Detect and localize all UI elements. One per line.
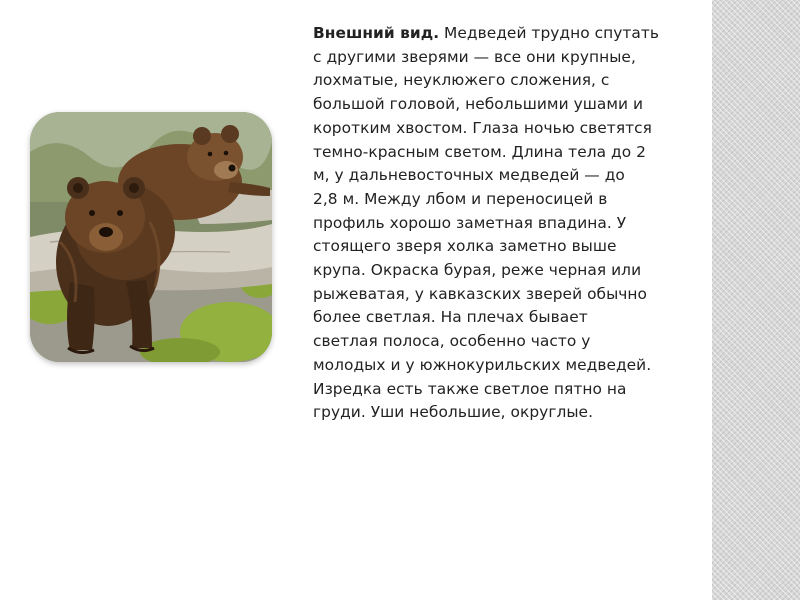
paragraph-line: Медведей трудно спутать <box>439 24 660 42</box>
bear-cubs-image <box>30 112 272 362</box>
paragraph-line: лохматые, неуклюжего сложения, с <box>313 71 610 90</box>
paragraph-line: коротким хвостом. Глаза ночью светятся <box>313 118 652 137</box>
paragraph-line: крупа. Окраска бурая, реже черная или <box>313 261 642 280</box>
decorative-side-band <box>712 0 800 600</box>
paragraph-line: темно-красным светом. Длина тела до 2 <box>313 142 646 161</box>
description-paragraph <box>313 22 705 425</box>
bear-cubs-photo <box>30 112 272 362</box>
paragraph-line: груди. Уши небольшие, округлые. <box>313 403 594 422</box>
paragraph-line: рыжеватая, у кавказских зверей обычно <box>313 284 648 303</box>
paragraph-line: м, у дальневосточных медведей — до <box>313 166 625 185</box>
paragraph-line: 2,8 м. Между лбом и переносицей в <box>313 189 608 208</box>
paragraph-line: более светлая. На плечах бывает <box>313 308 588 327</box>
paragraph-line: молодых и у южнокурильских медведей. <box>313 355 652 374</box>
paragraph-line: светлая полоса, особенно часто у <box>313 332 591 351</box>
paragraph-line: профиль хорошо заметная впадина. У <box>313 213 627 232</box>
paragraph-line: стоящего зверя холка заметно выше <box>313 237 617 256</box>
paragraph-line: Изредка есть также светлое пятно на <box>313 379 627 398</box>
paragraph-line: большой головой, небольшими ушами и <box>313 95 644 114</box>
paragraph-line: с другими зверями — все они крупные, <box>313 47 636 66</box>
paragraph-heading: Внешний вид. <box>313 24 440 42</box>
